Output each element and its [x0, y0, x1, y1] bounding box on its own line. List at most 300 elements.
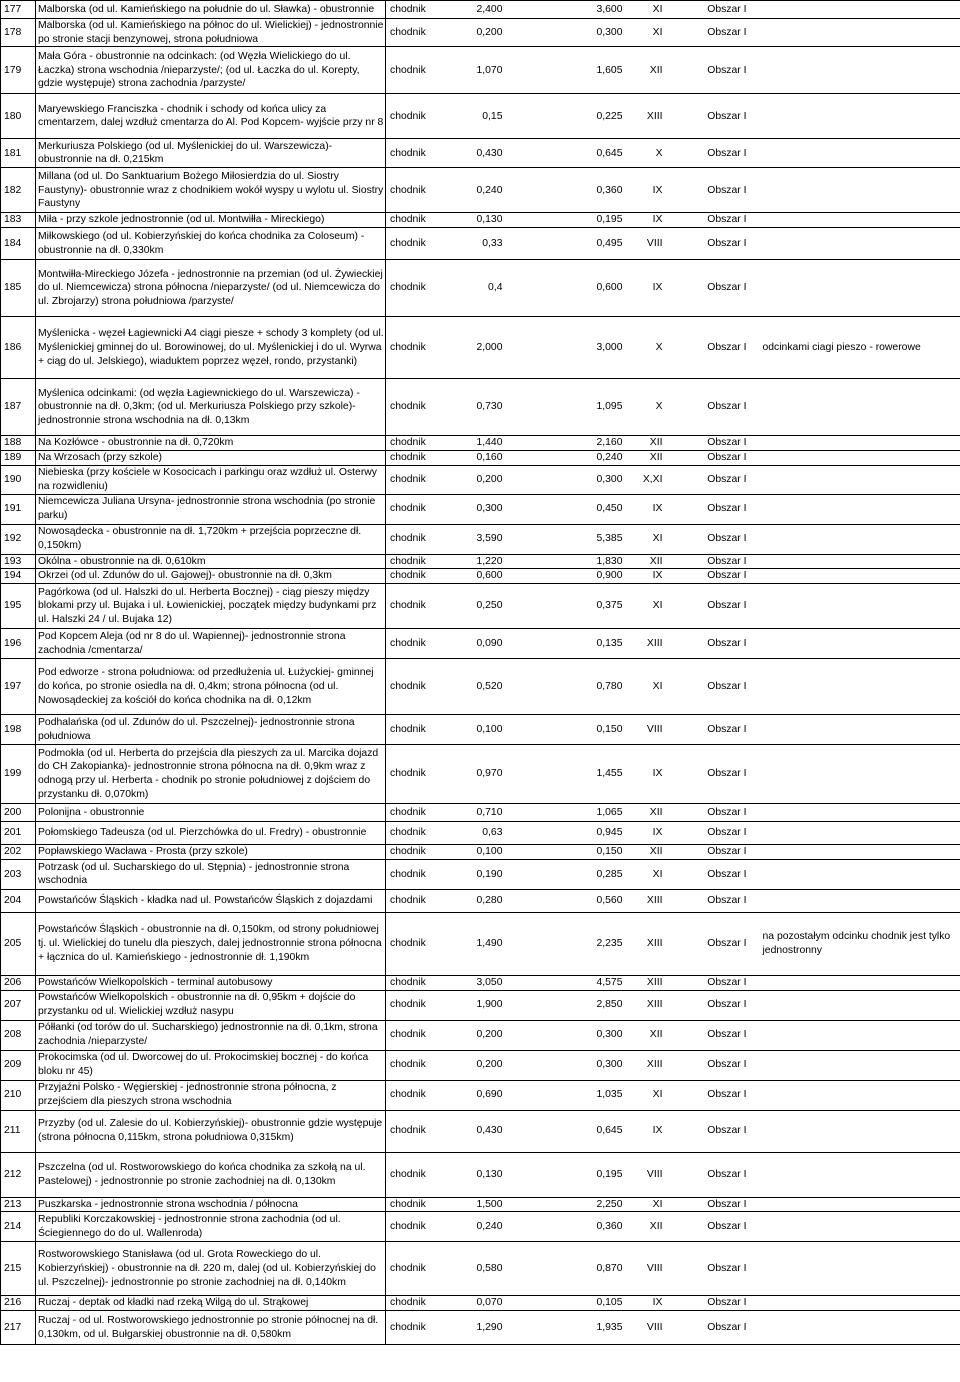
zone-label-cell: Obszar I: [707, 1321, 747, 1333]
surface-type-cell: chodnik: [390, 401, 426, 413]
remarks-cell: [747, 1242, 960, 1296]
remarks-cell: [747, 1311, 960, 1345]
zone-label-cell: Obszar I: [707, 437, 747, 449]
street-description-cell: Myślenica odcinkami: (od węzła Łagiewnickiego do ul. Warszewicza) - obustronnie na dł. 0,3km; (od ul. Merkuriusza Polskiego przy szkole)- jednostronnie strona wschodnia na dł. 0,13km: [36, 379, 386, 436]
length-km-cell: 0,240: [476, 184, 503, 196]
maintenance-class-cell: X,XI: [642, 473, 663, 485]
area-value-cell: 0,600: [596, 282, 623, 294]
zone-label-cell: Obszar I: [707, 570, 747, 582]
table-row: [1, 1296, 960, 1311]
row-number-cell: 193: [1, 554, 36, 569]
area-value-cell: 3,600: [596, 3, 623, 15]
row-number-cell: 198: [1, 715, 36, 745]
maintenance-class-cell: IX: [652, 768, 663, 780]
surface-type-cell: chodnik: [390, 1321, 426, 1333]
length-km-cell: 0,100: [476, 846, 503, 858]
maintenance-class-cell: XIII: [646, 637, 663, 649]
street-description-cell: Przyjaźni Polsko - Węgierskiej - jednostronnie strona północna, z przejściem dla pieszych strona wschodnia: [36, 1080, 386, 1110]
street-description-cell: Powstańców Śląskich - obustronnie na dł. 0,150km, od strony południowej tj. ul. Wielickiej do tunelu dla pieszych, dalej jednostronnie strona północna + łącznica do ul. Kamieńskiego - jednostronnie dł. 1,190km: [36, 912, 386, 975]
row-number-cell: 195: [1, 584, 36, 629]
zone-label-cell: Obszar I: [707, 1168, 747, 1180]
row-number-cell: 189: [1, 450, 36, 465]
zone-label-cell: Obszar I: [707, 341, 747, 353]
row-number-cell: 194: [1, 569, 36, 584]
area-value-cell: 0,645: [596, 147, 623, 159]
surface-type-cell: chodnik: [390, 1029, 426, 1041]
row-number-cell: 188: [1, 436, 36, 451]
row-number-cell: 179: [1, 47, 36, 94]
length-km-cell: 0,970: [476, 768, 503, 780]
street-description-cell: Miła - przy szkole jednostronnie (od ul. Montwiłła - Mireckiego): [36, 213, 386, 228]
street-description-cell: Rostworowskiego Stanisława (od ul. Grota Roweckiego do ul. Kobierzyńskiej) - obustronnie na dł. 220 m, dalej (od ul. Kobierzyńskiej do ul. Pszczelnej)- jednostronnie po stronie zachodniej na dł. 0,140km: [36, 1242, 386, 1296]
table-row: [1, 715, 960, 745]
table-row: [1, 569, 960, 584]
area-value-cell: 0,195: [596, 214, 623, 226]
surface-type-cell: chodnik: [390, 637, 426, 649]
area-value-cell: 1,455: [596, 768, 623, 780]
row-number-cell: 178: [1, 19, 36, 47]
street-description-cell: Przyzby (od ul. Zalesie do ul. Kobierzyńskiej)- obustronnie gdzie występuje (strona północna 0,115km, strona południowa 0,315km): [36, 1110, 386, 1152]
street-description-cell: Potrzask (od ul. Sucharskiego do ul. Stępnia) - jednostronnie strona wschodnia: [36, 859, 386, 889]
zone-label-cell: Obszar I: [707, 1125, 747, 1137]
length-km-cell: 0,430: [476, 1125, 503, 1137]
area-value-cell: 0,300: [596, 473, 623, 485]
maintenance-class-cell: IX: [652, 214, 663, 226]
surface-type-cell: chodnik: [390, 723, 426, 735]
remarks-cell: [747, 465, 960, 494]
surface-type-cell: chodnik: [390, 1297, 426, 1309]
maintenance-class-cell: X: [655, 401, 663, 413]
remarks-cell: [747, 990, 960, 1020]
row-number-cell: 217: [1, 1311, 36, 1345]
remarks-cell: [747, 47, 960, 94]
area-value-cell: 0,225: [596, 110, 623, 122]
length-km-cell: 0,250: [476, 600, 503, 612]
surface-type-cell: chodnik: [390, 1220, 426, 1232]
maintenance-class-cell: XI: [652, 868, 663, 880]
row-number-cell: 214: [1, 1212, 36, 1242]
surface-type-cell: chodnik: [390, 3, 426, 15]
length-km-cell: 0,730: [476, 401, 503, 413]
length-km-cell: 0,63: [482, 827, 503, 839]
street-description-cell: Republiki Korczakowskiej - jednostronnie strona zachodnia (od ul. Ściegiennego do do ul. Wallenroda): [36, 1212, 386, 1242]
street-description-cell: Popławskiego Wacława - Prosta (przy szkole): [36, 845, 386, 860]
surface-type-cell: chodnik: [390, 827, 426, 839]
length-km-cell: 0,100: [476, 723, 503, 735]
maintenance-class-cell: IX: [652, 184, 663, 196]
zone-label-cell: Obszar I: [707, 3, 747, 15]
area-value-cell: 0,870: [596, 1262, 623, 1274]
table-row: [1, 524, 960, 554]
street-description-cell: Ruczaj - od ul. Rostworowskiego jednostronnie po stronie północnej na dł. 0,130km, od ul. Bułgarskiej obustronnie na dł. 0,580km: [36, 1311, 386, 1345]
surface-type-cell: chodnik: [390, 282, 426, 294]
zone-label-cell: Obszar I: [707, 999, 747, 1011]
row-number-cell: 199: [1, 745, 36, 804]
row-number-cell: 216: [1, 1296, 36, 1311]
street-description-cell: Okrzei (od ul. Zdunów do ul. Gajowej)- obustronnie na dł. 0,3km: [36, 569, 386, 584]
street-description-cell: Malborska (od ul. Kamieńskiego na południe do ul. Sławka) - obustronnie: [36, 1, 386, 19]
maintenance-class-cell: XI: [652, 680, 663, 692]
table-row: [1, 659, 960, 715]
zone-label-cell: Obszar I: [707, 214, 747, 226]
surface-type-cell: chodnik: [390, 846, 426, 858]
remarks-cell: na pozostałym odcinku chodnik jest tylko jednostronny: [762, 931, 951, 956]
area-value-cell: 0,240: [596, 451, 623, 463]
table-row: [1, 260, 960, 317]
remarks-cell: [747, 1296, 960, 1311]
length-km-cell: 0,130: [476, 1168, 503, 1180]
table-row: [1, 1311, 960, 1345]
table-row: [1, 584, 960, 629]
remarks-cell: [747, 859, 960, 889]
surface-type-cell: chodnik: [390, 600, 426, 612]
zone-label-cell: Obszar I: [707, 1029, 747, 1041]
zone-label-cell: Obszar I: [707, 533, 747, 545]
area-value-cell: 0,285: [596, 868, 623, 880]
row-number-cell: 191: [1, 494, 36, 524]
table-row: [1, 629, 960, 659]
zone-label-cell: Obszar I: [707, 282, 747, 294]
row-number-cell: 202: [1, 845, 36, 860]
surface-type-cell: chodnik: [390, 184, 426, 196]
maintenance-class-cell: XI: [652, 600, 663, 612]
length-km-cell: 1,070: [476, 64, 503, 76]
maintenance-class-cell: IX: [652, 570, 663, 582]
street-description-cell: Pod Kopcem Aleja (od nr 8 do ul. Wapiennej)- jednostronnie strona zachodnia /cmentarza/: [36, 629, 386, 659]
remarks-cell: odcinkami ciagi pieszo - rowerowe: [762, 341, 921, 353]
zone-label-cell: Obszar I: [707, 1059, 747, 1071]
table-row: [1, 379, 960, 436]
zone-label-cell: Obszar I: [707, 237, 747, 249]
maintenance-class-cell: XII: [649, 437, 663, 449]
maintenance-class-cell: VIII: [646, 1262, 663, 1274]
zone-label-cell: Obszar I: [707, 64, 747, 76]
surface-type-cell: chodnik: [390, 1059, 426, 1071]
street-description-cell: Mała Góra - obustronnie na odcinkach: (od Węzła Wielickiego do ul. Łaczka) strona wschodnia /nieparzyste/; (od ul. Łaczka do ul. Korepty, gdzie występuje) strona zachodnia /parzyste/: [36, 47, 386, 94]
area-value-cell: 0,945: [596, 827, 623, 839]
zone-label-cell: Obszar I: [707, 723, 747, 735]
length-km-cell: 0,600: [476, 570, 503, 582]
remarks-cell: [747, 1152, 960, 1197]
surface-type-cell: chodnik: [390, 503, 426, 515]
remarks-cell: [747, 804, 960, 822]
remarks-cell: [747, 168, 960, 213]
area-value-cell: 1,605: [596, 64, 623, 76]
maintenance-class-cell: XIII: [646, 938, 663, 949]
length-km-cell: 0,280: [476, 895, 503, 906]
zone-label-cell: Obszar I: [707, 976, 747, 988]
maintenance-class-cell: XI: [652, 533, 663, 545]
table-row: [1, 168, 960, 213]
remarks-cell: [747, 569, 960, 584]
street-description-cell: Powstańców Wielkopolskich - terminal autobusowy: [36, 975, 386, 990]
length-km-cell: 0,520: [476, 680, 503, 692]
area-value-cell: 0,150: [596, 723, 623, 735]
street-description-cell: Połomskiego Tadeusza (od ul. Pierzchówka do ul. Fredry) - obustronnie: [36, 822, 386, 845]
zone-label-cell: Obszar I: [707, 768, 747, 780]
area-value-cell: 1,035: [596, 1089, 623, 1101]
street-description-cell: Prokocimska (od ul. Dworcowej do ul. Prokocimskiej bocznej - do końca bloku nr 45): [36, 1050, 386, 1080]
maintenance-class-cell: XII: [649, 1220, 663, 1232]
length-km-cell: 1,220: [476, 555, 503, 567]
row-number-cell: 186: [1, 317, 36, 379]
maintenance-class-cell: XIII: [646, 110, 663, 122]
street-description-cell: Na Wrzosach (przy szkole): [36, 450, 386, 465]
surface-type-cell: chodnik: [390, 976, 426, 988]
maintenance-class-cell: VIII: [646, 723, 663, 735]
maintenance-class-cell: XII: [649, 451, 663, 463]
row-number-cell: 197: [1, 659, 36, 715]
length-km-cell: 0,200: [476, 26, 503, 38]
row-number-cell: 206: [1, 975, 36, 990]
area-value-cell: 0,780: [596, 680, 623, 692]
area-value-cell: 2,160: [596, 437, 623, 449]
row-number-cell: 187: [1, 379, 36, 436]
zone-label-cell: Obszar I: [707, 147, 747, 159]
surface-type-cell: chodnik: [390, 999, 426, 1011]
zone-label-cell: Obszar I: [707, 806, 747, 818]
surface-type-cell: chodnik: [390, 768, 426, 780]
surface-type-cell: chodnik: [390, 555, 426, 567]
length-km-cell: 0,240: [476, 1220, 503, 1232]
length-km-cell: 0,130: [476, 214, 503, 226]
zone-label-cell: Obszar I: [707, 1089, 747, 1101]
surface-type-cell: chodnik: [390, 680, 426, 692]
street-description-cell: Pszczelna (od ul. Rostworowskiego do końca chodnika za szkołą na ul. Pastelowej) - jednostronnie po stronie zachodniej na dł. 0,130km: [36, 1152, 386, 1197]
length-km-cell: 0,690: [476, 1089, 503, 1101]
table-row: [1, 554, 960, 569]
surface-type-cell: chodnik: [390, 214, 426, 226]
table-row: [1, 450, 960, 465]
zone-label-cell: Obszar I: [707, 1220, 747, 1232]
maintenance-class-cell: X: [655, 341, 663, 353]
remarks-cell: [747, 1110, 960, 1152]
row-number-cell: 204: [1, 889, 36, 912]
remarks-cell: [747, 822, 960, 845]
maintenance-class-cell: IX: [652, 282, 663, 294]
surface-type-cell: chodnik: [390, 895, 426, 906]
zone-label-cell: Obszar I: [707, 680, 747, 692]
row-number-cell: 205: [1, 912, 36, 975]
maintenance-class-cell: XIII: [646, 1059, 663, 1071]
area-value-cell: 0,645: [596, 1125, 623, 1137]
remarks-cell: [747, 436, 960, 451]
area-value-cell: 0,900: [596, 570, 623, 582]
zone-label-cell: Obszar I: [707, 1262, 747, 1274]
length-km-cell: 3,590: [476, 533, 503, 545]
street-description-cell: Puszkarska - jednostronnie strona wschodnia / północna: [36, 1197, 386, 1212]
zone-label-cell: Obszar I: [707, 846, 747, 858]
maintenance-class-cell: XIII: [646, 976, 663, 988]
remarks-cell: [747, 975, 960, 990]
maintenance-class-cell: XIII: [646, 895, 663, 906]
table-row: [1, 1, 960, 19]
table-row: [1, 745, 960, 804]
row-number-cell: 201: [1, 822, 36, 845]
length-km-cell: 0,200: [476, 473, 503, 485]
area-value-cell: 0,375: [596, 600, 623, 612]
area-value-cell: 2,250: [596, 1198, 623, 1210]
table-row: [1, 990, 960, 1020]
maintenance-class-cell: XII: [649, 555, 663, 567]
remarks-cell: [747, 213, 960, 228]
street-description-cell: Merkuriusza Polskiego (od ul. Myślenickiej do ul. Warszewicza)- obustronnie na dł. 0,215km: [36, 139, 386, 168]
table-row: [1, 1020, 960, 1050]
zone-label-cell: Obszar I: [707, 827, 747, 839]
table-row: [1, 1212, 960, 1242]
length-km-cell: 0,300: [476, 503, 503, 515]
length-km-cell: 0,33: [482, 237, 503, 249]
surface-type-cell: chodnik: [390, 26, 426, 38]
length-km-cell: 3,050: [476, 976, 503, 988]
zone-label-cell: Obszar I: [707, 503, 747, 515]
street-description-cell: Ruczaj - deptak od kładki nad rzeką Wilgą do ul. Strąkowej: [36, 1296, 386, 1311]
maintenance-class-cell: XI: [652, 1198, 663, 1210]
area-value-cell: 4,575: [596, 976, 623, 988]
row-number-cell: 215: [1, 1242, 36, 1296]
street-description-cell: Podmokła (od ul. Herberta do przejścia dla pieszych za ul. Marcika dojazd do CH Zakopianka)- jednostronnie strona północna na dł. 0,9km wraz z odnogą przy ul. Herberta - chodnik po stronie południowej z dojściem do przystanku dł. 0,070km): [36, 745, 386, 804]
zone-label-cell: Obszar I: [707, 938, 747, 949]
row-number-cell: 182: [1, 168, 36, 213]
street-description-cell: Myślenicka - węzeł Łagiewnicki A4 ciągi piesze + schody 3 komplety (od ul. Myślenickiej gminnej do ul. Borowinowej, do ul. Myślenickiej i do ul. Wyrwa + ciąg do ul. Jelskiego), wiaduktem poprzez węzeł, rondo, przystanki): [36, 317, 386, 379]
zone-label-cell: Obszar I: [707, 401, 747, 413]
surface-type-cell: chodnik: [390, 570, 426, 582]
surface-type-cell: chodnik: [390, 1089, 426, 1101]
street-description-cell: Nowosądecka - obustronnie na dł. 1,720km + przejścia poprzeczne dł. 0,150km): [36, 524, 386, 554]
length-km-cell: 0,190: [476, 868, 503, 880]
table-row: [1, 975, 960, 990]
table-row: [1, 1080, 960, 1110]
surface-type-cell: chodnik: [390, 1198, 426, 1210]
length-km-cell: 1,440: [476, 437, 503, 449]
table-row: [1, 804, 960, 822]
remarks-cell: [747, 584, 960, 629]
length-km-cell: 0,580: [476, 1262, 503, 1274]
surface-type-cell: chodnik: [390, 147, 426, 159]
length-km-cell: 2,000: [476, 341, 503, 353]
remarks-cell: [747, 19, 960, 47]
length-km-cell: 0,090: [476, 637, 503, 649]
surface-type-cell: chodnik: [390, 473, 426, 485]
surface-type-cell: chodnik: [390, 1125, 426, 1137]
maintenance-class-cell: XI: [652, 3, 663, 15]
row-number-cell: 192: [1, 524, 36, 554]
zone-label-cell: Obszar I: [707, 184, 747, 196]
row-number-cell: 181: [1, 139, 36, 168]
surface-type-cell: chodnik: [390, 1168, 426, 1180]
surface-type-cell: chodnik: [390, 1262, 426, 1274]
surface-type-cell: chodnik: [390, 806, 426, 818]
row-number-cell: 210: [1, 1080, 36, 1110]
zone-label-cell: Obszar I: [707, 555, 747, 567]
maintenance-class-cell: XI: [652, 1089, 663, 1101]
remarks-cell: [747, 1020, 960, 1050]
table-row: [1, 47, 960, 94]
table-row: [1, 822, 960, 845]
length-km-cell: 0,710: [476, 806, 503, 818]
surface-type-cell: chodnik: [390, 533, 426, 545]
street-description-cell: Na Kozłówce - obustronnie na dł. 0,720km: [36, 436, 386, 451]
length-km-cell: 0,200: [476, 1059, 503, 1071]
table-row: [1, 436, 960, 451]
area-value-cell: 1,095: [596, 401, 623, 413]
area-value-cell: 0,360: [596, 1220, 623, 1232]
surface-type-cell: chodnik: [390, 237, 426, 249]
zone-label-cell: Obszar I: [707, 600, 747, 612]
table-row: [1, 465, 960, 494]
maintenance-class-cell: IX: [652, 1125, 663, 1137]
area-value-cell: 0,495: [596, 237, 623, 249]
remarks-cell: [747, 450, 960, 465]
street-description-cell: Pod edworze - strona południowa: od przedłużenia ul. Łużyckiej- gminnej do końca, po stronie osiedla na dł. 0,4km; strona północna (od ul. Nowosądeckiej za kościół do końca chodnika na dł. 0,12km: [36, 659, 386, 715]
street-description-cell: Montwiłła-Mireckiego Józefa - jednostronnie na przemian (od ul. Żywieckiej do ul. Niemcewicza) strona północna /nieparzyste/ (od ul. Niemcewicza do ul. Zbrojarzy) strona południowa /parzyste/: [36, 260, 386, 317]
table-row: [1, 1050, 960, 1080]
length-km-cell: 0,4: [488, 282, 503, 294]
maintenance-class-cell: VIII: [646, 1168, 663, 1180]
remarks-cell: [747, 889, 960, 912]
maintenance-class-cell: VIII: [646, 237, 663, 249]
table-row: [1, 19, 960, 47]
table-row: [1, 139, 960, 168]
street-description-cell: Niemcewicza Juliana Ursyna- jednostronnie strona wschodnia (po stronie parku): [36, 494, 386, 524]
area-value-cell: 2,850: [596, 999, 623, 1011]
remarks-cell: [747, 260, 960, 317]
length-km-cell: 1,490: [476, 938, 503, 949]
table-row: [1, 1110, 960, 1152]
surface-type-cell: chodnik: [390, 437, 426, 449]
area-value-cell: 0,300: [596, 1029, 623, 1041]
remarks-cell: [747, 745, 960, 804]
area-value-cell: 1,830: [596, 555, 623, 567]
maintenance-class-cell: X: [655, 147, 663, 159]
street-description-cell: Niebieska (przy kościele w Kosocicach i parkingu oraz wzdłuż ul. Osterwy na rozwidleniu): [36, 465, 386, 494]
area-value-cell: 0,300: [596, 1059, 623, 1071]
maintenance-class-cell: IX: [652, 1297, 663, 1309]
area-value-cell: 1,935: [596, 1321, 623, 1333]
maintenance-class-cell: XII: [649, 806, 663, 818]
length-km-cell: 1,290: [476, 1321, 503, 1333]
remarks-cell: [747, 228, 960, 260]
table-row: [1, 1242, 960, 1296]
row-number-cell: 213: [1, 1197, 36, 1212]
surface-type-cell: chodnik: [390, 341, 426, 353]
length-km-cell: 0,070: [476, 1297, 503, 1309]
row-number-cell: 183: [1, 213, 36, 228]
row-number-cell: 177: [1, 1, 36, 19]
length-km-cell: 0,15: [482, 110, 503, 122]
table-row: [1, 317, 960, 379]
maintenance-class-cell: IX: [652, 503, 663, 515]
street-description-cell: Polonijna - obustronnie: [36, 804, 386, 822]
row-number-cell: 184: [1, 228, 36, 260]
remarks-cell: [747, 1050, 960, 1080]
row-number-cell: 185: [1, 260, 36, 317]
remarks-cell: [747, 554, 960, 569]
remarks-cell: [747, 845, 960, 860]
area-value-cell: 0,150: [596, 846, 623, 858]
remarks-cell: [747, 139, 960, 168]
length-km-cell: 2,400: [476, 3, 503, 15]
row-number-cell: 200: [1, 804, 36, 822]
table-row: [1, 494, 960, 524]
zone-label-cell: Obszar I: [707, 895, 747, 906]
length-km-cell: 0,160: [476, 451, 503, 463]
row-number-cell: 196: [1, 629, 36, 659]
row-number-cell: 180: [1, 94, 36, 139]
table-body: [1, 1, 960, 1345]
maintenance-class-cell: XII: [649, 1029, 663, 1041]
remarks-cell: [747, 659, 960, 715]
